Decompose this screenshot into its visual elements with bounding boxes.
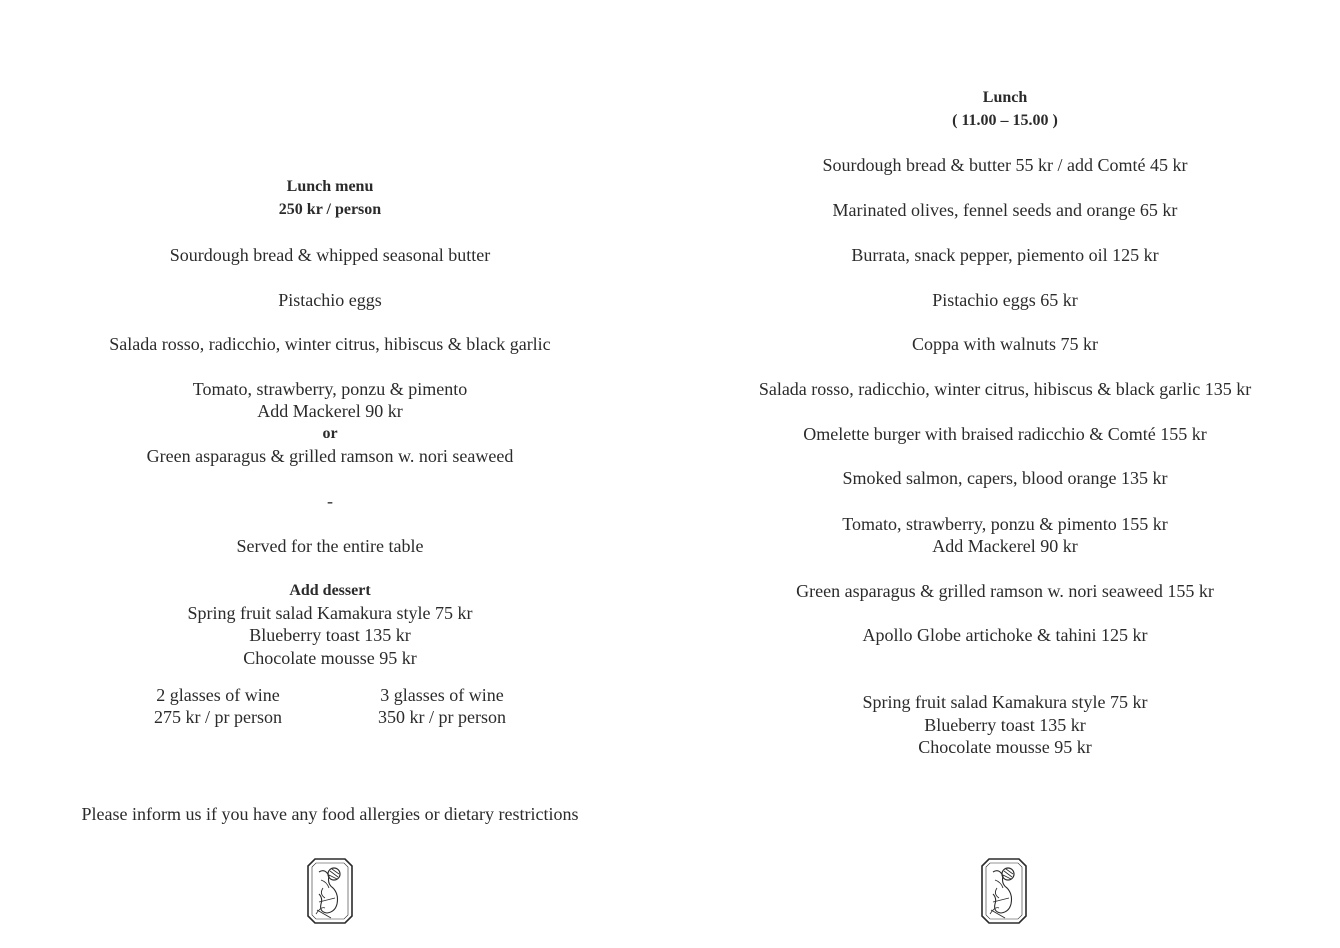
wine-option-2 bbox=[118, 684, 318, 728]
menu-item-addon: Add Mackerel 90 kr bbox=[932, 536, 1078, 556]
allergy-note: Please inform us if you have any food allergies or dietary restrictions bbox=[81, 804, 579, 824]
menu-item: Pistachio eggs bbox=[278, 290, 382, 310]
menu-item: Sourdough bread & whipped seasonal butter bbox=[169, 245, 491, 265]
dessert-item: Chocolate mousse 95 kr bbox=[243, 648, 417, 668]
menu-item: Tomato, strawberry, ponzu & pimento bbox=[192, 379, 468, 399]
wine-label: 3 glasses of wine bbox=[380, 685, 504, 705]
menu-item: Pistachio eggs 65 kr bbox=[932, 290, 1078, 310]
menu-item: Tomato, strawberry, ponzu & pimento 155 kr bbox=[842, 514, 1168, 534]
restaurant-logo-icon bbox=[307, 858, 353, 924]
menu-item: Coppa with walnuts 75 kr bbox=[912, 334, 1098, 354]
dessert-item: Spring fruit salad Kamakura style 75 kr bbox=[862, 692, 1148, 712]
menu-item: Apollo Globe artichoke & tahini 125 kr bbox=[862, 625, 1148, 645]
menu-item: Omelette burger with braised radicchio & Comté 155 kr bbox=[803, 424, 1207, 444]
menu-item: Marinated olives, fennel seeds and orange 65 kr bbox=[832, 200, 1178, 220]
menu-price: 250 kr / person bbox=[278, 201, 382, 218]
wine-price: 350 kr / pr person bbox=[378, 707, 506, 727]
menu-item-addon: Add Mackerel 90 kr bbox=[257, 401, 403, 421]
dessert-title: Add dessert bbox=[289, 582, 371, 599]
lunch-menu-page bbox=[0, 0, 660, 948]
menu-note: Served for the entire table bbox=[236, 536, 424, 556]
wine-label: 2 glasses of wine bbox=[156, 685, 280, 705]
menu-hours: ( 11.00 – 15.00 ) bbox=[952, 112, 1058, 129]
wine-option-3 bbox=[342, 684, 542, 728]
dessert-item: Blueberry toast 135 kr bbox=[249, 625, 411, 645]
menu-item: Sourdough bread & butter 55 kr / add Comté 45 kr bbox=[822, 155, 1188, 175]
menu-title: Lunch menu bbox=[286, 178, 374, 195]
menu-item: Salada rosso, radicchio, winter citrus, hibiscus & black garlic 135 kr bbox=[758, 379, 1252, 399]
wine-price: 275 kr / pr person bbox=[154, 707, 282, 727]
menu-item: Smoked salmon, capers, blood orange 135 kr bbox=[842, 468, 1168, 488]
menu-divider: - bbox=[327, 491, 333, 511]
menu-item: Green asparagus & grilled ramson w. nori seaweed bbox=[146, 446, 514, 466]
menu-title: Lunch bbox=[982, 89, 1028, 106]
dessert-item: Blueberry toast 135 kr bbox=[924, 715, 1086, 735]
menu-item: Burrata, snack pepper, piemento oil 125 kr bbox=[851, 245, 1159, 265]
menu-or: or bbox=[322, 425, 338, 442]
dessert-item: Chocolate mousse 95 kr bbox=[918, 737, 1092, 757]
lunch-a-la-carte-page bbox=[675, 0, 1335, 948]
menu-item: Green asparagus & grilled ramson w. nori seaweed 155 kr bbox=[796, 581, 1214, 601]
dessert-item: Spring fruit salad Kamakura style 75 kr bbox=[187, 603, 473, 623]
menu-item: Salada rosso, radicchio, winter citrus, hibiscus & black garlic bbox=[109, 334, 551, 354]
restaurant-logo-icon bbox=[981, 858, 1027, 924]
